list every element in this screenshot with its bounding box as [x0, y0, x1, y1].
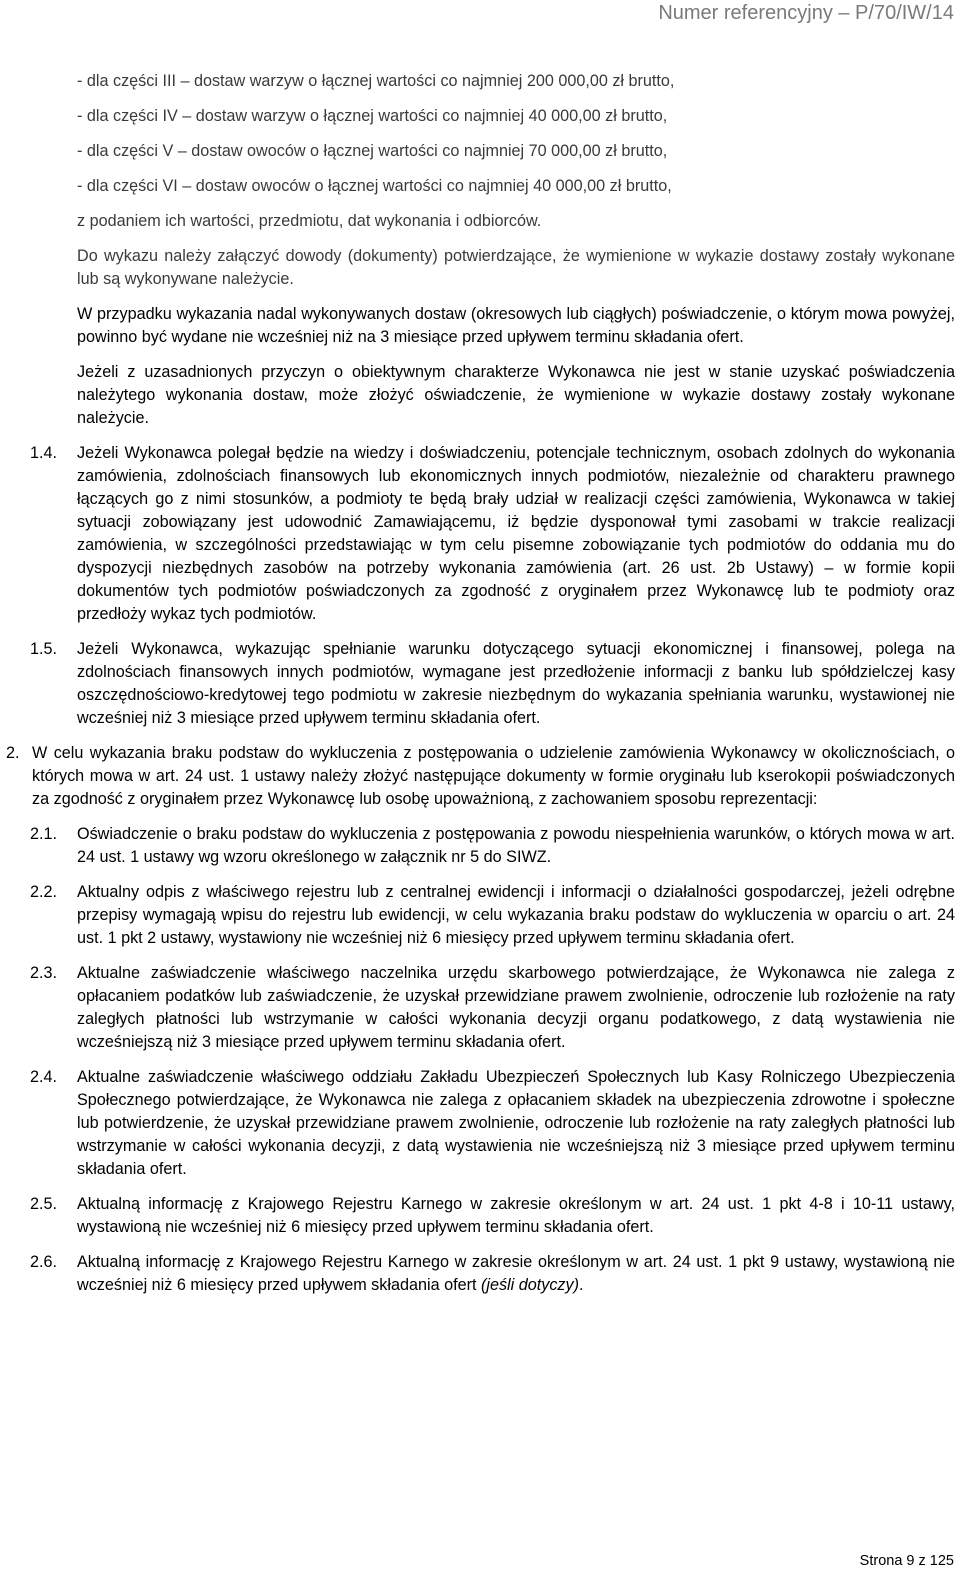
item-text-end: .: [579, 1276, 584, 1294]
item-number: 1.5.: [30, 640, 58, 658]
list-line-part-3: - dla części III – dostaw warzyw o łącznej wartości co najmniej 200 000,00 zł brutto,: [77, 72, 675, 90]
section-text: W celu wykazania braku podstaw do wykluczenia z postępowania o udzielenie zamówienia Wykonawcy w okolicznościach, o których mowa w art. 24 ust. 1 ustawy należy złożyć następujące dokumenty w formie oryginału lub kserokopii poświadczonych za zgodność z oryginałem przez Wykonawcę lub osobę upoważnioną, z zachowaniem sposobu reprezentacji:: [32, 744, 955, 808]
item-text: Jeżeli Wykonawca, wykazując spełnianie warunku dotyczącego sytuacji ekonomicznej i finansowej, polega na zdolnościach finansowych innych podmiotów, wymagane jest przedłożenie informacji z banku lub spółdzielczej kasy oszczędnościowo-kredytowej tego podmiotu w zakresie niezbędnym do wykazania spełniania warunku, wystawionej nie wcześniej niż 3 miesiące przed upływem terminu składania ofert.: [77, 640, 955, 727]
item-text-italic: (jeśli dotyczy): [480, 1276, 580, 1294]
item-number: 2.2.: [30, 883, 58, 901]
page-number: Strona 9 z 125: [859, 1553, 954, 1569]
list-line-part-5: - dla części V – dostaw owoców o łącznej wartości co najmniej 70 000,00 zł brutto,: [77, 142, 668, 160]
item-text: Oświadczenie o braku podstaw do wykluczenia z postępowania z powodu niespełnienia warunków, o których mowa w art. 24 ust. 1 ustawy wg wzoru określonego w załącznik nr 5 do SIWZ.: [77, 825, 955, 866]
item-2-1: [0, 823, 955, 869]
item-number: 2.6.: [30, 1253, 58, 1271]
paragraph-ongoing-deliveries: W przypadku wykazania nadal wykonywanych dostaw (okresowych lub ciągłych) poświadczenie, o którym mowa powyżej, powinno być wydane nie wcześniej niż na 3 miesiące przed upływem terminu składania ofert.: [77, 305, 955, 346]
item-2-6: [0, 1251, 955, 1297]
document-body: [0, 70, 960, 1309]
item-number: 2.3.: [30, 964, 58, 982]
list-line-part-4: - dla części IV – dostaw warzyw o łącznej wartości co najmniej 40 000,00 zł brutto,: [77, 107, 668, 125]
item-text: Aktualną informację z Krajowego Rejestru Karnego w zakresie określonym w art. 24 ust. 1 pkt 4-8 i 10-11 ustawy, wystawioną nie wcześniej niż 6 miesięcy przed upływem terminu składania ofert.: [77, 1195, 955, 1236]
section-number: 2.: [6, 744, 20, 762]
section-2: [0, 742, 955, 811]
item-text: Aktualny odpis z właściwego rejestru lub z centralnej ewidencji i informacji o działalności gospodarczej, jeżeli odrębne przepisy wymagają wpisu do rejestru lub ewidencji, w celu wykazania braku podstaw do wykluczenia w oparciu o art. 24 ust. 1 pkt 2 ustawy, wystawiony nie wcześniej niż 6 miesięcy przed upływem terminu składania ofert.: [77, 883, 955, 947]
item-number: 2.5.: [30, 1195, 58, 1213]
list-line-summary: z podaniem ich wartości, przedmiotu, dat wykonania i odbiorców.: [77, 212, 542, 230]
item-1-4: [0, 442, 955, 626]
paragraph-justified-reasons: Jeżeli z uzasadnionych przyczyn o obiektywnym charakterze Wykonawca nie jest w stanie uzyskać poświadczenia należytego wykonania dostaw, może złożyć oświadczenie, że wymienione w wykazie dostawy zostały wykonane należycie.: [77, 363, 955, 427]
reference-number: Numer referencyjny – P/70/IW/14: [658, 2, 954, 24]
item-text: Aktualne zaświadczenie właściwego oddziału Zakładu Ubezpieczeń Społecznych lub Kasy Rolniczego Ubezpieczenia Społecznego potwierdzające, że Wykonawca nie zalega z opłacaniem składek na ubezpieczenia zdrowotne i społeczne lub potwierdzenie, że uzyskał przewidziane prawem zwolnienie, odroczenie lub rozłożenie na raty zaległych płatności lub wstrzymanie w całości wykonania decyzji, z datą wystawienia nie wcześniejszą niż 3 miesiące przed upływem terminu składania ofert.: [77, 1068, 955, 1178]
item-2-5: [0, 1193, 955, 1239]
item-number: 2.4.: [30, 1068, 58, 1086]
item-2-2: [0, 881, 955, 950]
list-line-part-6: - dla części VI – dostaw owoców o łącznej wartości co najmniej 40 000,00 zł brutto,: [77, 177, 672, 195]
item-2-4: [0, 1066, 955, 1181]
item-2-3: [0, 962, 955, 1054]
item-text: Aktualną informację z Krajowego Rejestru Karnego w zakresie określonym w art. 24 ust. 1 pkt 9 ustawy, wystawioną nie wcześniej niż 6 miesięcy przed upływem składania ofert: [77, 1253, 955, 1294]
item-text: Jeżeli Wykonawca polegał będzie na wiedzy i doświadczeniu, potencjale technicznym, osobach zdolnych do wykonania zamówienia, zdolnościach finansowych lub ekonomicznych innych podmiotów, niezależnie od charakteru prawnego łączących go z nimi stosunków, a podmioty te będą brały udział w realizacji części zamówienia, Wykonawca w takiej sytuacji zobowiązany jest udowodnić Zamawiającemu, iż będzie dysponował tymi zasobami w trakcie realizacji zamówienia, w szczególności przedstawiając w tym celu pisemne zobowiązanie tych podmiotów do oddania mu do dyspozycji niezbędnych zasobów na potrzeby wykonania zamówienia (art. 26 ust. 2b Ustawy) – w formie kopii dokumentów tych podmiotów poświadczonych za zgodność z oryginałem przez Wykonawcę lub te podmioty oraz przedłoży wykaz tych podmiotów.: [77, 444, 955, 623]
item-number: 1.4.: [30, 444, 58, 462]
paragraph-evidence: Do wykazu należy załączyć dowody (dokumenty) potwierdzające, że wymienione w wykazie dostawy zostały wykonane lub są wykonywane należycie.: [77, 247, 955, 288]
item-1-5: [0, 638, 955, 730]
item-number: 2.1.: [30, 825, 58, 843]
item-text: Aktualne zaświadczenie właściwego naczelnika urzędu skarbowego potwierdzające, że Wykonawca nie zalega z opłacaniem podatków lub zaświadczenie, że uzyskał przewidziane prawem zwolnienie, odroczenie lub rozłożenie na raty zaległych płatności lub wstrzymanie w całości wykonania decyzji organu podatkowego, z datą wystawienia nie wcześniejszą niż 3 miesiące przed upływem terminu składania ofert.: [77, 964, 955, 1051]
